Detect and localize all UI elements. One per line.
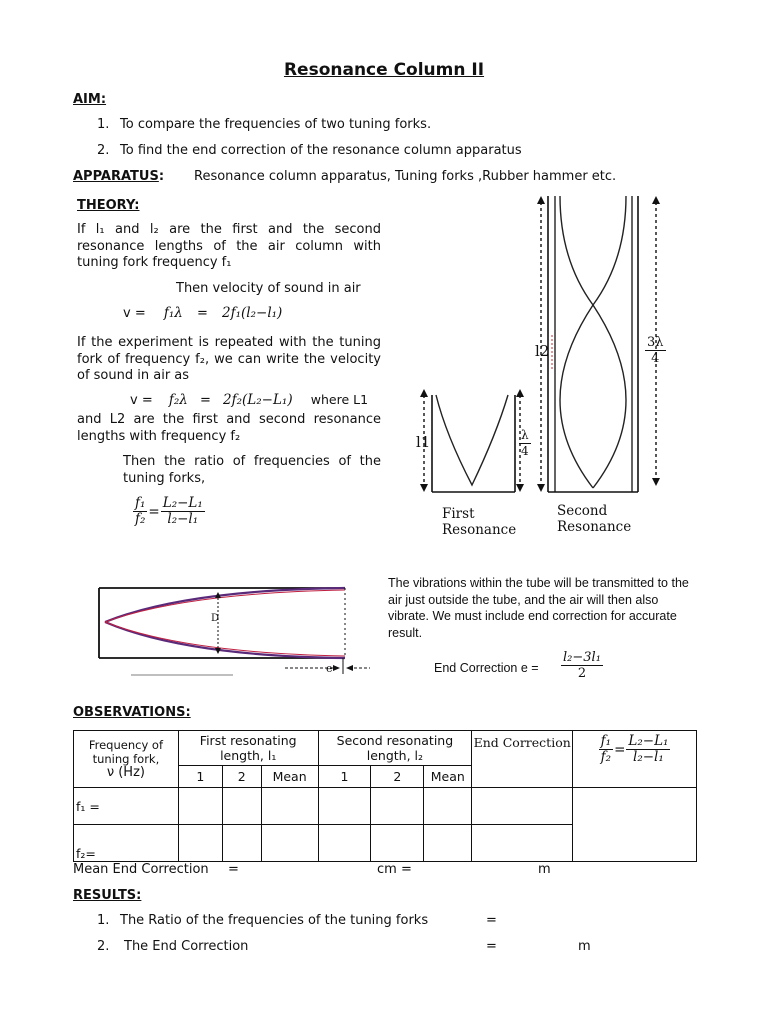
cell-f2-second-2[interactable] [371, 825, 424, 862]
ec-num: l₂−3l₁ [563, 650, 601, 665]
lambda-over-4 [519, 428, 531, 459]
eq1-lhs: v = [123, 306, 146, 321]
cell-f1-second-1[interactable] [318, 788, 371, 825]
observations-table [73, 730, 697, 862]
result-1-text: The Ratio of the frequencies of the tuning forks [120, 913, 429, 928]
lambda4-num: λ [521, 428, 529, 442]
cell-f1-first-1[interactable] [178, 788, 222, 825]
mean-end-correction-cm: cm = [377, 862, 412, 877]
ratio-den-r: l₂−l₁ [167, 511, 199, 527]
col-frequency-label: Frequency of tuning fork, [88, 738, 163, 766]
eq1-eq: = [196, 306, 208, 321]
first-resonance-line-1: First [442, 506, 475, 522]
row-f1-label: f₁ = [74, 788, 179, 825]
result-1-num: 1. [97, 913, 110, 928]
theory-paragraph-4: Then the ratio of frequencies of the tuning forks, [123, 454, 381, 486]
ratio-equation: $\frac{\text{f₁}}{\text{f₂}}$ = $\frac{\text{L₂−L₁}}{\text{l₂−l₁}}$ [135, 495, 203, 527]
col-frequency-unit: ν (Hz) [106, 765, 145, 780]
eq2-lhs: v = [130, 393, 153, 408]
result-2-num: 2. [97, 939, 110, 954]
second-resonance-line-1: Second [557, 503, 608, 519]
equation-2 [130, 392, 382, 408]
mean-end-correction-eq: = [228, 862, 239, 877]
obs-ratio-den-l: f₂ [600, 749, 612, 765]
eq2-eq: = [199, 393, 211, 408]
second-resonance-line-2: Resonance [557, 519, 632, 535]
cell-f2-first-1[interactable] [178, 825, 222, 862]
cell-ratio-value[interactable] [573, 788, 697, 862]
page-title: Resonance Column II [283, 60, 485, 80]
result-1-eq: = [486, 913, 497, 928]
end-correction-figure [95, 580, 385, 680]
sub-first-2: 2 [222, 766, 261, 788]
three-lambda-over-4 [645, 335, 666, 366]
col-second-resonating: Second resonating length, l₂ [318, 731, 472, 766]
eq1-rhs: 2f₁(l₂−l₁) [222, 305, 283, 321]
obs-ratio-num-r: L₂−L₁ [628, 733, 669, 749]
cell-f1-first-2[interactable] [222, 788, 261, 825]
aim-item-2: To find the end correction of the resonance column apparatus [120, 143, 522, 158]
theory-paragraph-2: If the experiment is repeated with the tuning fork of frequency f₂, we can write the velocity of sound in air as [77, 335, 381, 383]
first-resonance-line-2: Resonance [442, 522, 517, 538]
sub-second-1: 1 [318, 766, 371, 788]
aim-item-1-num: 1. [97, 117, 110, 132]
eq2-where: where L1 [310, 392, 369, 407]
sub-second-2: 2 [371, 766, 424, 788]
results-heading: RESULTS: [73, 888, 142, 903]
cell-f1-first-mean[interactable] [261, 788, 318, 825]
result-2-text: The End Correction [124, 939, 249, 954]
three-lambda-den: 4 [651, 351, 660, 366]
mean-end-correction-m: m [538, 862, 551, 877]
eq1-mid: f₁λ [163, 305, 183, 321]
aim-item-2-num: 2. [97, 143, 110, 158]
sub-first-mean: Mean [261, 766, 318, 788]
cell-f2-second-1[interactable] [318, 825, 371, 862]
col-ratio: $\frac{\text{f₁}}{\text{f₂}}$ = $\frac{\text{L₂−L₁}}{\text{l₂−l₁}}$ [573, 731, 697, 788]
col-frequency-header [74, 731, 179, 788]
ratio-num-r: L₂−L₁ [162, 495, 203, 511]
result-2-unit: m [578, 939, 591, 954]
l2-label: l2 [535, 342, 550, 360]
first-resonance-caption [442, 506, 516, 538]
end-correction-formula [561, 650, 603, 681]
cell-f2-second-mean[interactable] [424, 825, 472, 862]
cell-f2-end-correction[interactable] [472, 825, 573, 862]
ratio-den-l: f₂ [135, 511, 146, 527]
apparatus-heading: APPARATUS [73, 169, 159, 184]
cell-f1-second-2[interactable] [371, 788, 424, 825]
apparatus-colon: : [158, 169, 165, 184]
three-lambda-num: 3λ [647, 335, 664, 350]
e-label: e [326, 662, 333, 675]
theory-paragraph-3: and L2 are the first and second resonance lengths with frequency f₂ [77, 412, 381, 444]
l1-label: l1 [416, 433, 431, 451]
obs-ratio-den-r: l₂−l₁ [633, 749, 664, 765]
ratio-num-l: f₁ [135, 495, 146, 511]
cell-f2-first-mean[interactable] [261, 825, 318, 862]
cell-f1-end-correction[interactable] [472, 788, 573, 825]
resonance-figure [410, 190, 680, 545]
eq2-rhs: 2f₂(L₂−L₁) [223, 392, 293, 408]
aim-item-1: To compare the frequencies of two tuning forks. [120, 117, 432, 132]
theory-paragraph-1: If l₁ and l₂ are the first and the second resonance lengths of the air column with tuning fork frequency f₁ [77, 222, 381, 270]
cell-f1-second-mean[interactable] [424, 788, 472, 825]
col-first-resonating: First resonating length, l₁ [178, 731, 318, 766]
equation-1 [123, 305, 282, 321]
cell-f2-first-2[interactable] [222, 825, 261, 862]
end-correction-text: The vibrations within the tube will be transmitted to the air just outside the tube, and the air will then also vibrate. We must include end correction for accurate result. [388, 576, 689, 641]
result-2-eq: = [486, 939, 497, 954]
d-label: D [211, 613, 220, 624]
col-end-correction: End Correction [472, 731, 573, 788]
apparatus-heading-wrap [73, 169, 164, 184]
apparatus-text: Resonance column apparatus, Tuning forks ,Rubber hammer etc. [194, 169, 617, 184]
lambda4-den: 4 [521, 444, 529, 458]
obs-ratio-num-l: f₁ [600, 733, 612, 749]
end-correction-label: End Correction e = [434, 661, 539, 675]
row-f2-label: f₂= [74, 825, 179, 862]
velocity-intro: Then velocity of sound in air [176, 281, 361, 296]
sub-first-1: 1 [178, 766, 222, 788]
theory-heading: THEORY: [77, 198, 140, 213]
mean-end-correction-label: Mean End Correction [73, 862, 209, 877]
eq2-mid: f₂λ [168, 392, 188, 408]
sub-second-mean: Mean [424, 766, 472, 788]
ec-den: 2 [577, 666, 587, 681]
aim-heading: AIM: [73, 92, 107, 107]
observations-heading: OBSERVATIONS: [73, 705, 191, 720]
second-resonance-caption [557, 503, 631, 535]
